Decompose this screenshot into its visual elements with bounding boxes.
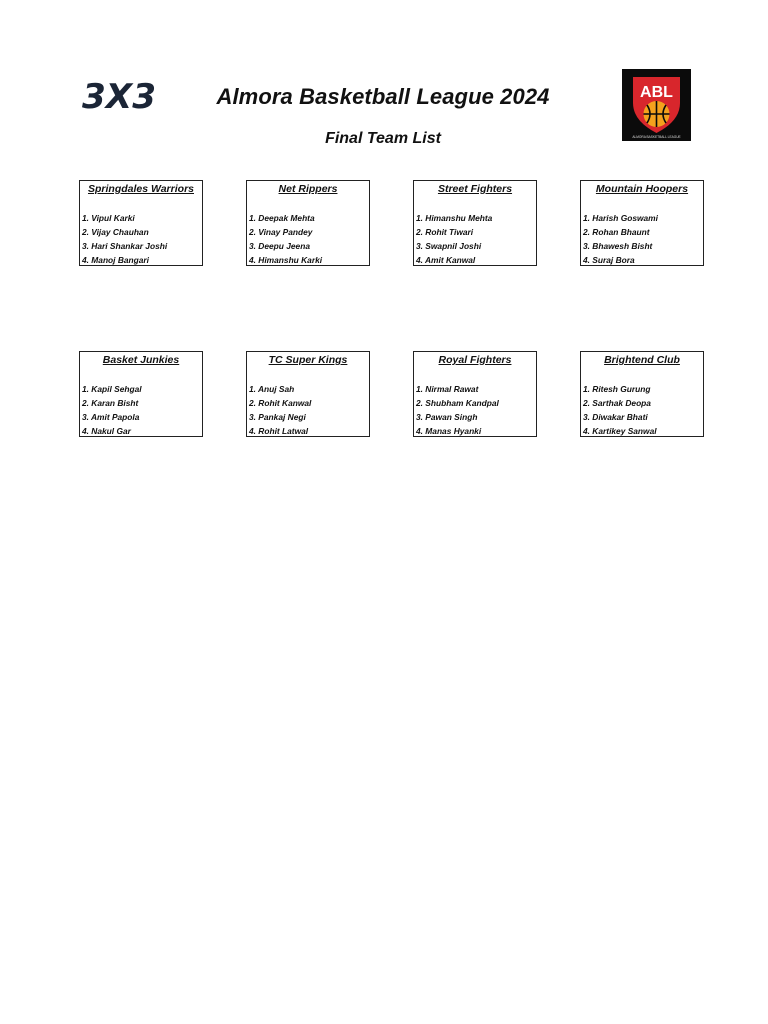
player-name: 4. Kartikey Sanwal [583, 426, 657, 436]
page-title-text: Almora Basketball League 2024 [216, 84, 550, 109]
player-name: 2. Rohit Tiwari [416, 227, 474, 237]
player-name: 4. Rohit Latwal [249, 426, 309, 436]
player-name: 4. Manoj Bangari [82, 255, 150, 265]
player-name: 3. Pankaj Negi [249, 412, 306, 422]
player-name: 1. Harish Goswami [583, 213, 658, 223]
player-name: 1. Kapil Sehgal [82, 384, 142, 394]
3x3-logo-text: 3X3 [82, 78, 156, 112]
player-name: 2. Rohit Kanwal [249, 398, 312, 408]
player-name: 3. Swapnil Joshi [416, 241, 482, 251]
player-name: 4. Himanshu Karki [249, 255, 323, 265]
team-name: Royal Fighters [438, 354, 512, 366]
player-name: 2. Rohan Bhaunt [583, 227, 650, 237]
page-subtitle-text: Final Team List [325, 130, 441, 147]
team-name: Springdales Warriors [87, 183, 194, 195]
player-name: 1. Deepak Mehta [249, 213, 315, 223]
player-name: 2. Vijay Chauhan [82, 227, 149, 237]
player-name: 2. Karan Bisht [82, 398, 139, 408]
team-name: TC Super Kings [268, 354, 348, 366]
abl-ball-lines [644, 101, 670, 127]
player-name: 1. Anuj Sah [249, 384, 295, 394]
abl-logo-graphic [622, 69, 691, 141]
team-card [580, 351, 704, 437]
team-card [413, 180, 537, 266]
abl-logo-text: ABL [640, 84, 673, 101]
player-name: 4. Manas Hyanki [416, 426, 482, 436]
player-name: 3. Amit Papola [82, 412, 140, 422]
player-name: 4. Suraj Bora [583, 255, 635, 265]
team-name: Basket Junkies [102, 354, 180, 366]
team-card [79, 180, 203, 266]
player-name: 3. Pawan Singh [416, 412, 478, 422]
team-card [79, 351, 203, 437]
player-name: 2. Shubham Kandpal [416, 398, 499, 408]
player-name: 3. Bhawesh Bisht [583, 241, 653, 251]
player-name: 1. Vipul Karki [82, 213, 135, 223]
team-card [580, 180, 704, 266]
player-name: 2. Sarthak Deopa [583, 398, 651, 408]
player-name: 1. Ritesh Gurung [583, 384, 651, 394]
player-name: 3. Hari Shankar Joshi [82, 241, 168, 251]
team-name: Mountain Hoopers [595, 183, 689, 195]
player-name: 1. Himanshu Mehta [416, 213, 493, 223]
abl-logo [622, 69, 691, 141]
player-name: 1. Nirmal Rawat [416, 384, 479, 394]
team-name: Net Rippers [278, 183, 338, 195]
player-name: 2. Vinay Pandey [249, 227, 313, 237]
player-name: 4. Nakul Gar [82, 426, 131, 436]
player-name: 3. Deepu Jeena [249, 241, 310, 251]
abl-logo-tagline: ALMORA BASKETBALL LEAGUE [632, 135, 681, 139]
team-card [246, 351, 370, 437]
player-name: 4. Amit Kanwal [416, 255, 476, 265]
team-card [413, 351, 537, 437]
team-card [246, 180, 370, 266]
player-name: 3. Diwakar Bhati [583, 412, 648, 422]
team-name: Street Fighters [437, 183, 513, 195]
team-name: Brightend Club [604, 354, 680, 366]
